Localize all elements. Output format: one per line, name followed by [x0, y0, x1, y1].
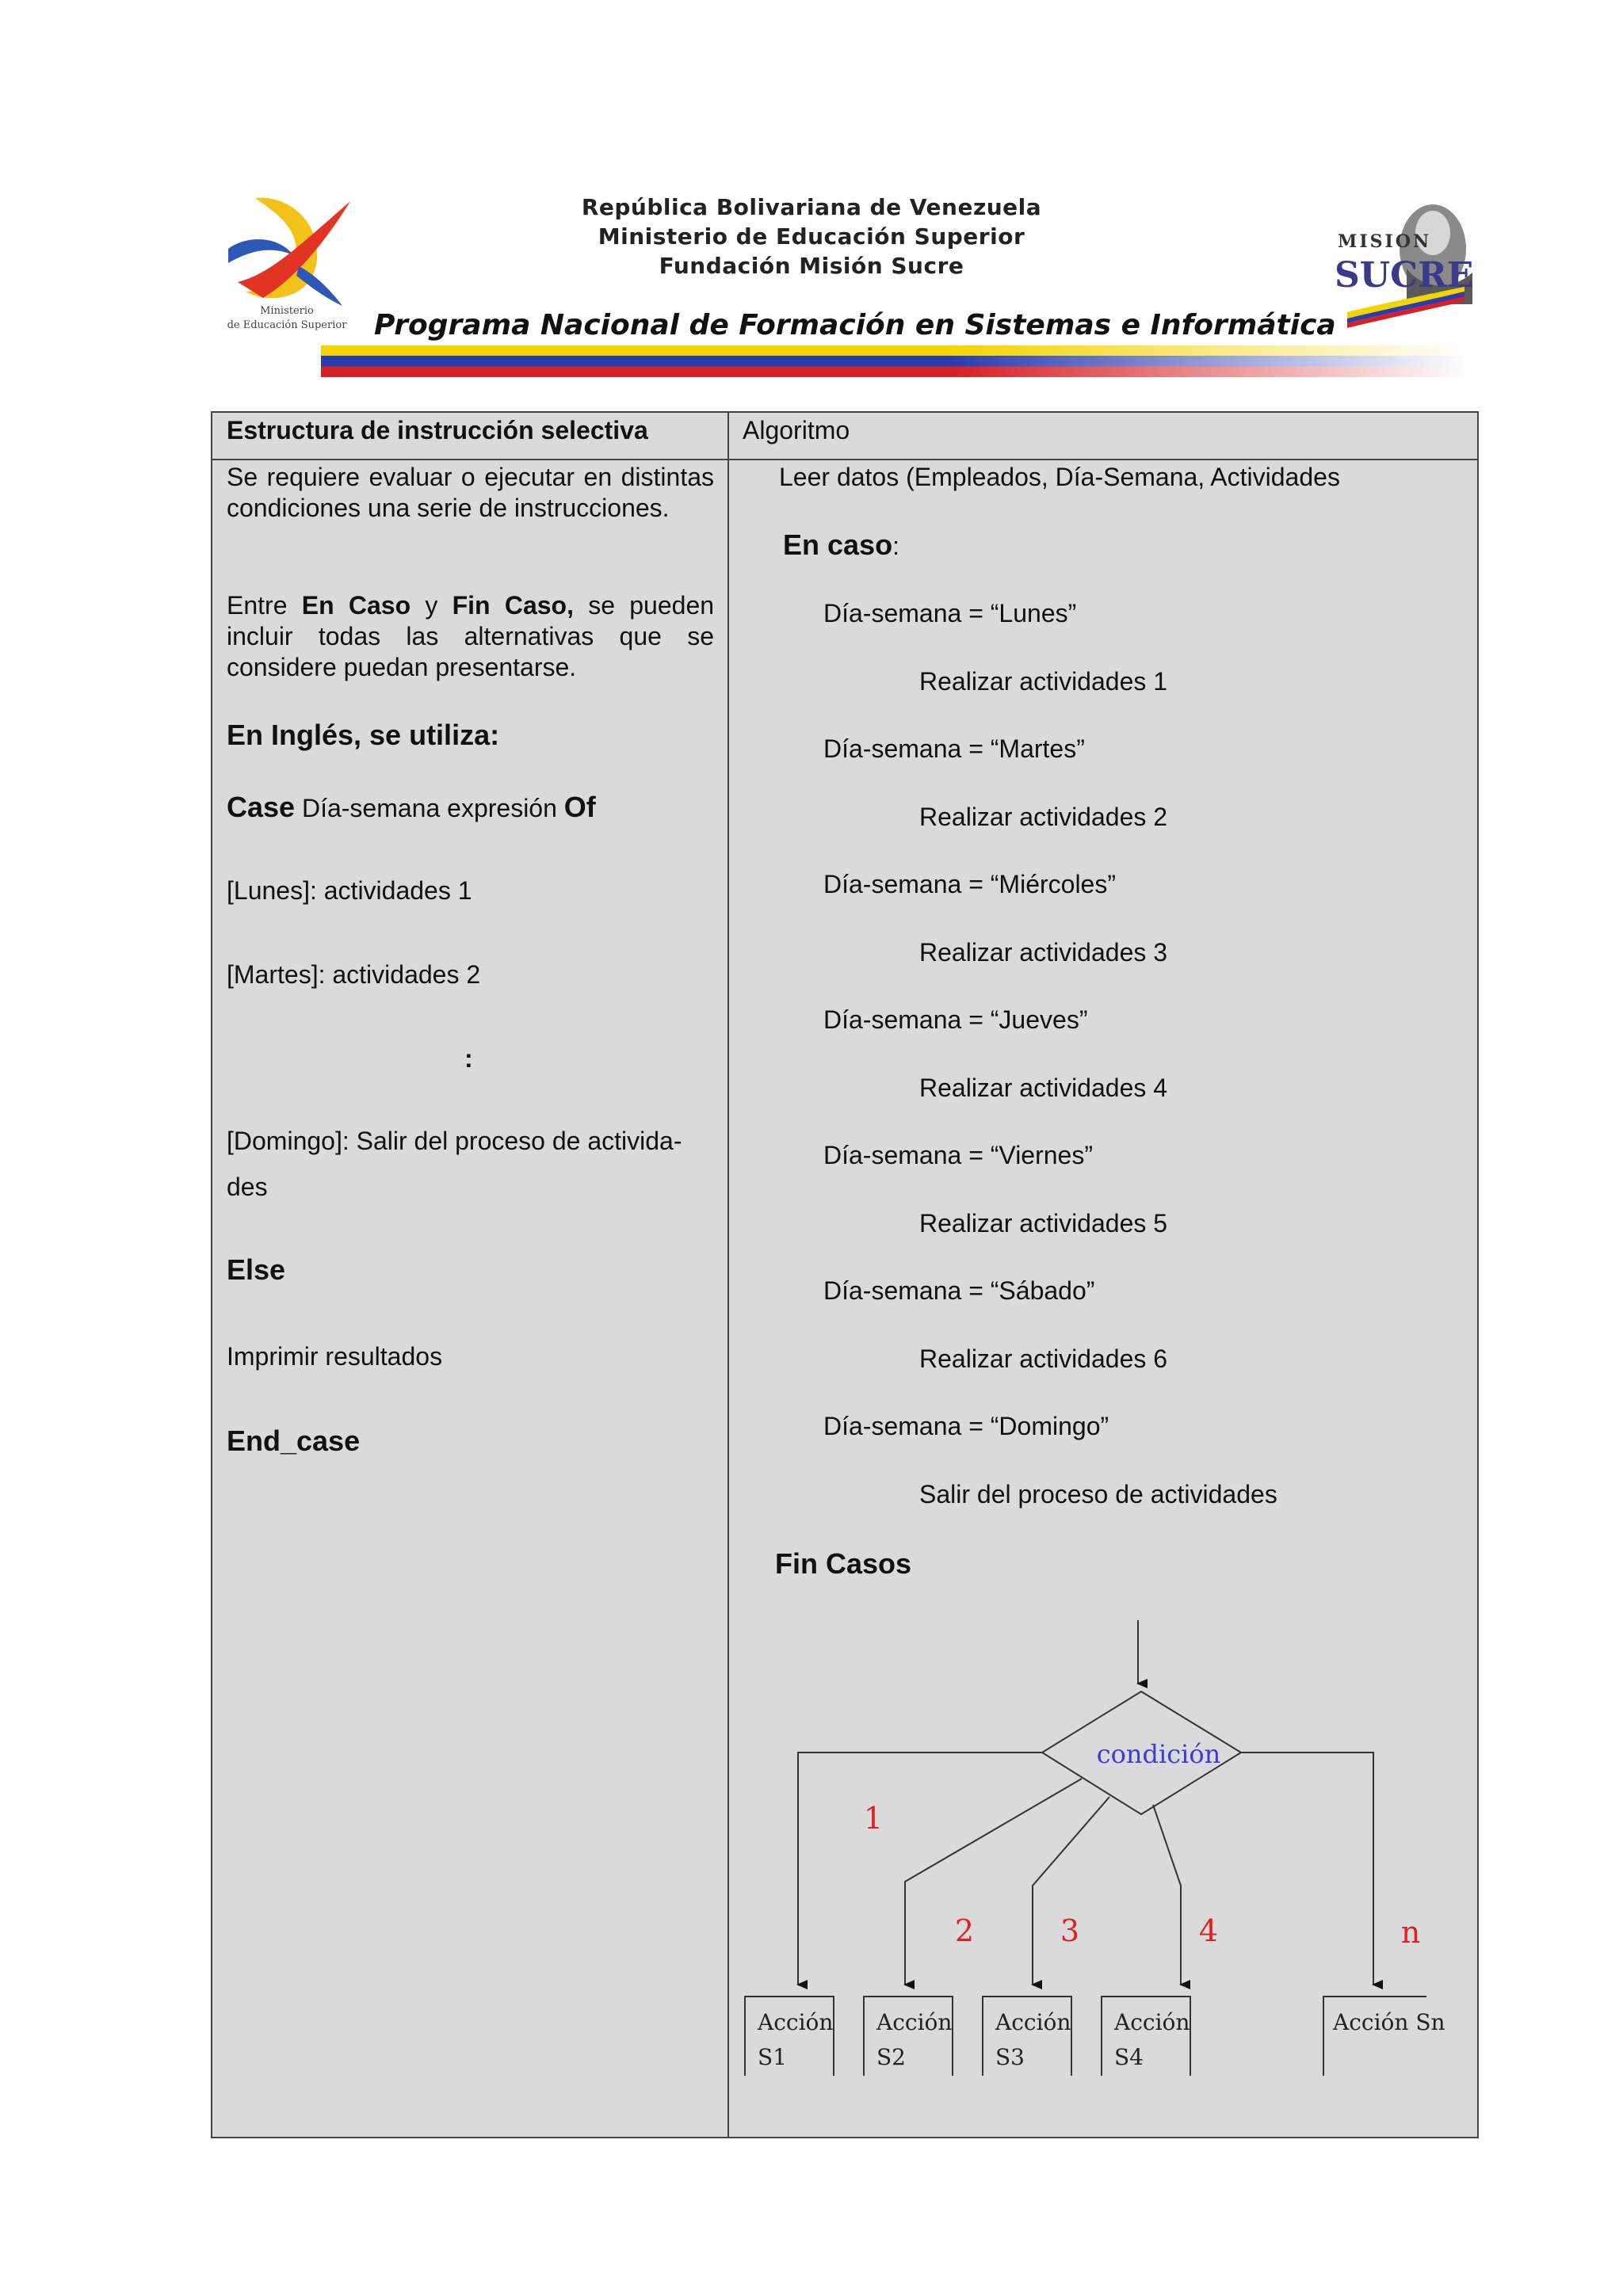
ministry-logo-text1: Ministerio [260, 305, 314, 317]
branch-label-1: 1 [863, 1801, 884, 1836]
branch-label-4: 4 [1198, 1913, 1219, 1948]
case-flow-diagram [737, 1616, 1450, 2076]
branch-4-line [1153, 1805, 1181, 1985]
action-s2-line1: Acción [876, 2009, 953, 2035]
header-line-2: Ministerio de Educación Superior [598, 223, 1025, 250]
fin-casos-keyword: Fin Casos [775, 1547, 912, 1580]
case-condition-3: Día-semana = “Miércoles” [823, 870, 1116, 898]
action-s4-line2: S4 [1114, 2044, 1144, 2070]
case-condition-5: Día-semana = “Viernes” [823, 1141, 1093, 1169]
case-condition-2: Día-semana = “Martes” [823, 734, 1085, 763]
sucre-text: SUCRE [1335, 255, 1474, 296]
header-row-divider [211, 459, 1479, 460]
end-case-keyword: End_case [227, 1425, 361, 1457]
branch-1-line [798, 1753, 1042, 1985]
header-line-3: Fundación Misión Sucre [659, 253, 964, 279]
branch-label-n: n [1400, 1915, 1421, 1950]
case-action-6: Realizar actividades 6 [919, 1344, 1168, 1373]
lunes-line: [Lunes]: actividades 1 [227, 876, 472, 905]
en-caso-line: En caso: [783, 528, 899, 561]
ellipsis-colon: : [464, 1044, 473, 1073]
action-box-sn [1323, 1997, 1426, 2076]
ministry-logo-text2: de Educación Superior [227, 319, 347, 331]
left-paragraph-1: Se requiere evaluar o ejecutar en distintas condiciones una serie de instrucciones. [227, 463, 714, 522]
flag-band [321, 345, 1470, 377]
case-action-4: Realizar actividades 4 [919, 1074, 1168, 1102]
condition-label: condición [1096, 1739, 1221, 1769]
case-action-2: Realizar actividades 2 [919, 803, 1168, 831]
domingo-line-2: des [227, 1173, 268, 1201]
case-condition-4: Día-semana = “Jueves” [823, 1005, 1088, 1034]
header-line-1: República Bolivariana de Venezuela [581, 194, 1042, 220]
leer-datos-line: Leer datos (Empleados, Día-Semana, Actividades [779, 463, 1340, 491]
action-sn-line1: Acción Sn [1333, 2009, 1445, 2035]
branch-n-line [1241, 1753, 1373, 1985]
left-paragraph-2: Entre En Caso y Fin Caso, se pueden incluir todas las alternativas que se considere puedan presentarse. [227, 591, 715, 681]
action-s3-line2: S3 [995, 2044, 1025, 2070]
imprimir-line: Imprimir resultados [227, 1342, 443, 1371]
column-divider [727, 411, 729, 2138]
action-s2-line2: S2 [876, 2044, 906, 2070]
case-condition-6: Día-semana = “Sábado” [823, 1276, 1095, 1305]
case-action-7: Salir del proceso de actividades [919, 1480, 1277, 1508]
action-s3-line1: Acción [995, 2009, 1071, 2035]
case-line: Case Día-semana expresión Of [227, 791, 596, 823]
branch-label-2: 2 [954, 1913, 975, 1948]
case-action-1: Realizar actividades 1 [919, 667, 1168, 696]
domingo-line-1: [Domingo]: Salir del proceso de activida- [227, 1127, 682, 1155]
left-column-header: Estructura de instrucción selectiva [227, 416, 648, 444]
program-title: Programa Nacional de Formación en Sistemas e Informática [374, 309, 1336, 341]
action-s4-line1: Acción [1114, 2009, 1190, 2035]
else-keyword: Else [227, 1253, 286, 1286]
action-s1-line1: Acción [758, 2009, 834, 2035]
martes-line: [Martes]: actividades 2 [227, 960, 481, 989]
ingles-heading: En Inglés, se utiliza: [227, 719, 500, 751]
branch-2-line [905, 1779, 1082, 1985]
case-action-3: Realizar actividades 3 [919, 938, 1168, 967]
case-condition-7: Día-semana = “Domingo” [823, 1412, 1109, 1440]
mision-text: MISION [1338, 231, 1432, 252]
branch-3-line [1033, 1797, 1109, 1985]
case-action-5: Realizar actividades 5 [919, 1209, 1168, 1238]
mision-sucre-logo [1331, 193, 1482, 328]
action-s1-line2: S1 [758, 2044, 787, 2070]
right-column-header: Algoritmo [743, 416, 850, 444]
case-condition-1: Día-semana = “Lunes” [823, 599, 1077, 627]
branch-label-3: 3 [1060, 1913, 1080, 1948]
